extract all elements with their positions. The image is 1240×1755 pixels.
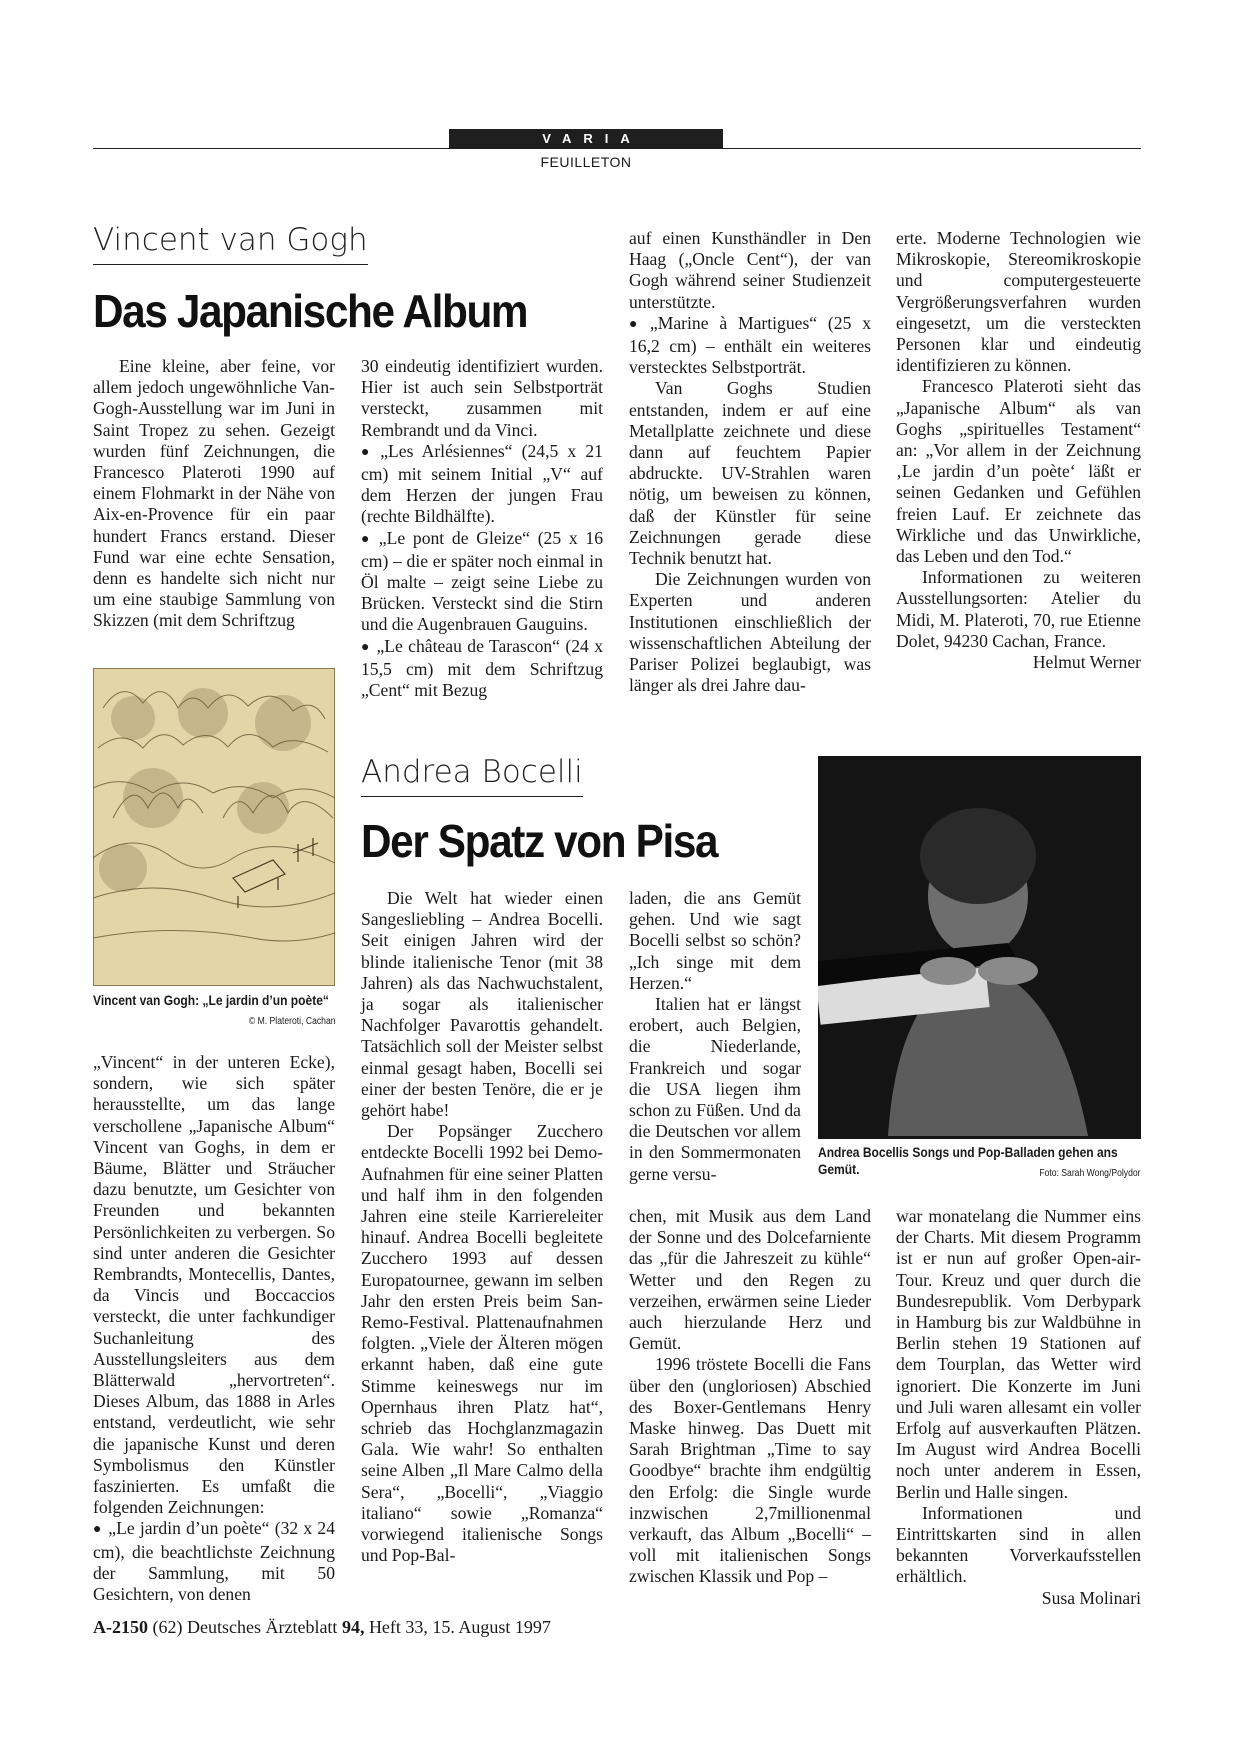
article1-column-2 bbox=[361, 356, 603, 701]
paragraph: Der Popsänger Zucchero entdeckte Bocelli 1992 bei Demo-Aufnahmen für eine seiner Platten und half ihm in den folgenden Jahren eine steile Karriereleiter hinauf. Andrea Bocelli begleitete Zucchero 1993 auf dessen Europatournee, gewann im selben Jahr den ersten Preis beim San-Remo-Festival. Plattenaufnahmen folgten. „Viele der Älteren mögen erkannt haben, daß eine gute Stimme keineswegs nur im Opernhaus ihren Platz hat“, schrieb das Hochglanzmagazin Gala. Wie wahr! So enthalten seine Alben „Il Mare Calmo della Sera“, „Bocelli“, „Viaggio italiano“ sowie „Romanza“ vorwiegend italienische Songs und Pop-Bal- bbox=[361, 1121, 603, 1566]
bullet-paragraph: ● „Le pont de Gleize“ (25 x 16 cm) – die er später noch einmal in Öl malte – zeigt seine Liebe zu Brücken. Versteckt sind die Stirn und die Augenbrauen Gauguins. bbox=[361, 528, 603, 636]
van-gogh-drawing-image bbox=[93, 668, 335, 986]
article2-column-1 bbox=[361, 888, 603, 1567]
paragraph: chen, mit Musik aus dem Land der Sonne und des Dolcefarniente das „für die Jahreszeit zu kühle“ Wetter und den Regen zu verzeihen, erwärmen seine Lieder auch hierzulande Herz und Gemüt. bbox=[629, 1206, 871, 1354]
header-rule bbox=[93, 148, 1141, 149]
bullet-paragraph: ● „Le jardin d’un poète“ (32 x 24 cm), die beachtlichste Zeichnung der Sammlung, mit 50 Gesichtern, von denen bbox=[93, 1518, 335, 1605]
paragraph: auf einen Kunsthändler in Den Haag („Oncle Cent“), der van Gogh während seiner Studienzeit unterstützte. bbox=[629, 228, 871, 312]
paragraph: laden, die ans Gemüt gehen. Und wie sagt Bocelli selbst so schön? „Ich singe mit dem Herzen.“ bbox=[629, 888, 801, 993]
section-banner: VARIA bbox=[449, 129, 723, 149]
paragraph: 30 eindeutig identifiziert wurden. Hier ist auch sein Selbstporträt versteckt, zusammen mit Rembrandt und da Vinci. bbox=[361, 356, 603, 440]
photo-illustration bbox=[818, 756, 1141, 1139]
article2-column-2a bbox=[629, 888, 801, 1185]
issue-date: Heft 33, 15. August 1997 bbox=[368, 1617, 551, 1637]
author-signature: Helmut Werner bbox=[1032, 652, 1141, 673]
subsection-label: FEUILLETON bbox=[540, 154, 632, 170]
paragraph: Francesco Plateroti sieht das „Japanische Album“ als van Goghs „spirituelles Testament“ an: „Vor allem in der Zeichnung ‚Le jardin d’un poète‘ läßt er seinen Gedanken und Gefühlen freien Lauf. Er zeichnete das Wirkliche und das Unwirkliche, das Leben und den Tod.“ bbox=[896, 376, 1141, 567]
paragraph: 1996 tröstete Bocelli die Fans über den (ungloriosen) Abschied des Boxer-Gentlemans Henry Maske hinweg. Das Duett mit Sarah Brightman „Time to say Goodbye“ brachte ihm endgültig den Erfolg: die Single wurde inzwischen 2,7millionenmal verkauft, das Album „Bocelli“ – voll mit italienischen Songs zwischen Klassik und Pop – bbox=[629, 1354, 871, 1587]
paragraph: war monatelang die Nummer eins der Charts. Mit diesem Programm ist er nun auf großer Open-air-Tour. Kreuz und quer durch die Bundesrepublik. Vom Derbypark in Hamburg bis zur Waldbühne in Berlin stehen 19 Stationen auf dem Tourplan, das Wetter wird ignoriert. Die Konzerte im Juni und Juli waren allesamt ein voller Erfolg auf ausverkauften Plätzen. Im August wird Andrea Bocelli noch unter anderem in Essen, Berlin und Halle singen. bbox=[896, 1206, 1141, 1502]
caption-text: Vincent van Gogh: „Le jardin d’un poète“ bbox=[93, 992, 329, 1008]
paragraph: Die Welt hat wieder einen Sangesliebling – Andrea Bocelli. Seit einigen Jahren wird der blinde italienische Tenor (mit 38 Jahren) als das Nachwuchstalent, ja sogar als italienischer Nachfolger Pavarottis gehandelt. Tatsächlich soll der Meister selbst einmal gesagt haben, Bocelli sei einer der besten Tenöre, die er je gehört habe! bbox=[361, 888, 603, 1121]
paragraph: Die Zeichnungen wurden von Experten und anderen Institutionen einschließlich der wissenschaftlichen Abteilung der Pariser Polizei beglaubigt, was länger als drei Jahre dau- bbox=[629, 569, 871, 696]
article1-headline: Das Japanische Album bbox=[93, 285, 528, 337]
bullet-paragraph: ● „Les Arlésiennes“ (24,5 x 21 cm) mit seinem Initial „V“ auf dem Herzen der jungen Frau (rechte Bildhälfte). bbox=[361, 441, 603, 528]
volume-number: 94, bbox=[341, 1617, 365, 1637]
article1-column-1b bbox=[93, 1052, 335, 1605]
page-footer bbox=[93, 1617, 551, 1638]
bullet-paragraph: ● „Le château de Tarascon“ (24 x 15,5 cm) mit dem Schriftzug „Cent“ mit Bezug bbox=[361, 636, 603, 702]
paragraph: Italien hat er längst erobert, auch Belgien, die Niederlande, Frankreich und sogar die USA liegen ihm schon zu Füßen. Und da die Deutschen vor allem in den Sommermonaten gerne versu- bbox=[629, 994, 801, 1184]
article2-column-3 bbox=[896, 1206, 1141, 1609]
photo-caption bbox=[818, 1144, 1141, 1182]
caption-text: Andrea Bocellis Songs und Pop-Balladen gehen ans Gemüt. bbox=[818, 1144, 1118, 1177]
paragraph: Informationen zu weiteren Ausstellungsorten: Atelier du Midi, M. Plateroti, 70, rue Etienne Dolet, 94230 Cachan, France. bbox=[896, 567, 1141, 651]
paragraph: Informationen und Eintrittskarten sind in allen bekannten Vorverkaufsstellen erhältlich. bbox=[896, 1502, 1141, 1587]
article2-column-2b bbox=[629, 1206, 871, 1588]
bullet-paragraph: ● „Marine à Martigues“ (25 x 16,2 cm) – enthält ein weiteres verstecktes Selbstporträt. bbox=[629, 313, 871, 379]
drawing-caption bbox=[93, 992, 336, 1030]
author-signature: Susa Molinari bbox=[1041, 1587, 1141, 1608]
article1-kicker: Vincent van Gogh bbox=[93, 222, 368, 265]
photo-credit: Foto: Sarah Wong/Polydor bbox=[1039, 1168, 1141, 1179]
paragraph: Eine kleine, aber feine, vor allem jedoch ungewöhnliche Van-Gogh-Ausstellung war im Juni in Saint Tropez zu sehen. Gezeigt wurden fünf Zeichnungen, die Francesco Plateroti 1990 auf einem Flohmarkt in der Nähe von Aix-en-Provence für ein paar hundert Francs erstand. Dieser Fund war eine echte Sensation, denn es handelte sich nicht nur um eine staubige Sammlung von Skizzen (mit dem Schriftzug bbox=[93, 356, 335, 631]
paragraph: „Vincent“ in der unteren Ecke), sondern, wie sich später herausstellte, um das lange verschollene „Japanische Album“ Vincent van Goghs, in dem er Bäume, Blätter und Sträucher dazu benutzte, um Gesichter von Freunden und bekannten Persönlichkeiten zu verbergen. So sind unter anderen die Gesichter Rembrandts, Montecellis, Dantes, da Vincis und Boccaccios versteckt, die unter fachkundiger Suchanleitung des Ausstellungsleiters aus dem Blätterwald „hervortreten“. Dieses Album, das 1888 in Arles entstand, verdeutlicht, wie sehr die japanische Kunst und deren Symbolismus den Künstler faszinierten. Es umfaßt die folgenden Zeichnungen: bbox=[93, 1052, 335, 1518]
article1-column-4 bbox=[896, 228, 1141, 673]
drawing-illustration bbox=[93, 668, 335, 986]
article1-column-1 bbox=[93, 356, 335, 632]
page-number: A-2150 bbox=[93, 1617, 148, 1637]
article2-headline: Der Spatz von Pisa bbox=[361, 815, 718, 867]
article2-kicker: Andrea Bocelli bbox=[361, 754, 583, 797]
photo-credit: © M. Plateroti, Cachan bbox=[248, 1016, 336, 1027]
paragraph: erte. Moderne Technologien wie Mikroskopie, Stereomikroskopie und computergesteuerte Vergrößerungsverfahren wurden eingesetzt, um die versteckten Personen klar und eindeutig identifizieren zu können. bbox=[896, 228, 1141, 376]
paragraph: Van Goghs Studien entstanden, indem er auf eine Metallplatte zeichnete und diese dann auf feuchtem Papier abdruckte. UV-Strahlen waren nötig, um beweisen zu können, daß der Künstler für seine Zeichnungen gerade diese Technik benutzt hat. bbox=[629, 378, 871, 569]
bocelli-photo bbox=[818, 756, 1141, 1139]
article1-column-3 bbox=[629, 228, 871, 696]
publication-name: (62) Deutsches Ärzteblatt bbox=[152, 1617, 338, 1637]
